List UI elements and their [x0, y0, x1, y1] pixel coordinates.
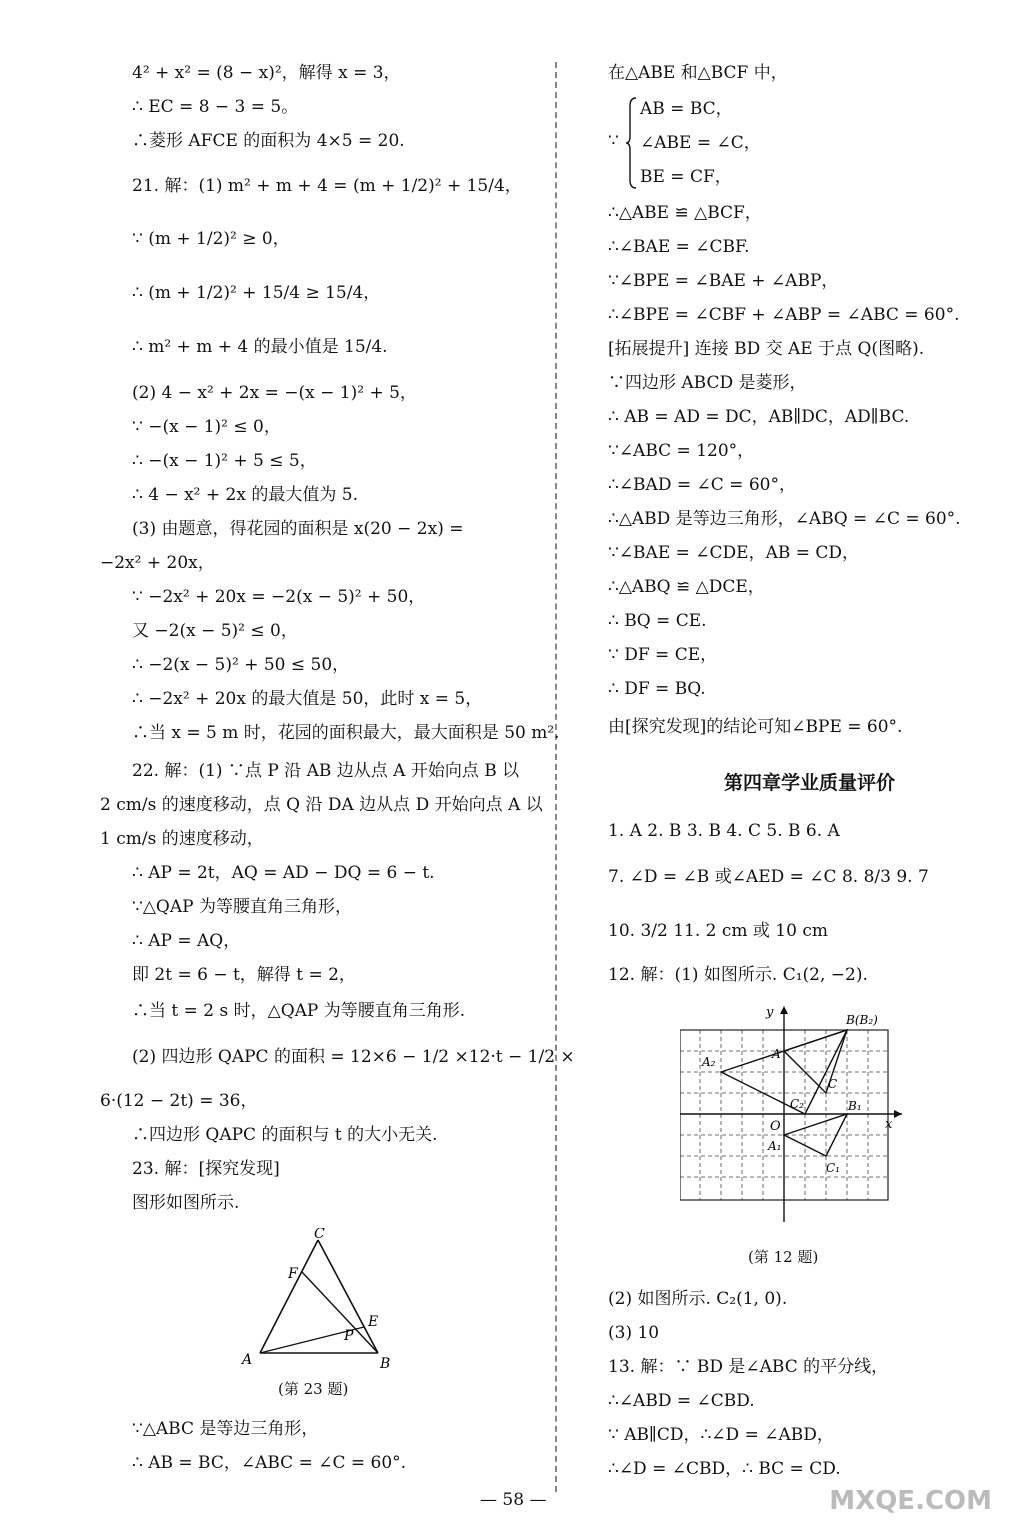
text-line: ∵ −2x² + 20x = −2(x − 5)² + 50， [132, 587, 426, 607]
text-line: BE = CF， [640, 167, 732, 187]
text-line: (2) 四边形 QAPC 的面积 = 12×6 − 1/2 ×12·t − 1/2 × [132, 1047, 575, 1067]
text-line: ∴ DF = BQ. [608, 679, 706, 699]
text-line: ∴ m² + m + 4 的最小值是 15/4. [132, 337, 388, 357]
answer-line: 12. 解：(1) 如图所示. C₁(2, −2). [608, 965, 868, 985]
label-C2: C₂ [790, 1097, 804, 1111]
label-A: A [772, 1047, 781, 1061]
text-line: −2x² + 20x， [100, 553, 215, 573]
text-line: ∴ −2x² + 20x 的最大值是 50，此时 x = 5， [132, 689, 483, 709]
text-line: 2 cm/s 的速度移动，点 Q 沿 DA 边从点 D 开始向点 A 以 [100, 795, 543, 815]
x-axis-arrow [894, 1110, 902, 1118]
text-line: ∴ (m + 1/2)² + 15/4 ≥ 15/4， [132, 283, 381, 303]
text-line: ∴∠BAE = ∠CBF. [608, 237, 750, 257]
answer-line: 10. 3/2 11. 2 cm 或 10 cm [608, 921, 828, 941]
text-line: ∠ABE = ∠C， [640, 133, 761, 153]
text-line: 在△ABE 和△BCF 中， [608, 63, 788, 83]
text-line: 23. 解：[探究发现] [132, 1159, 280, 1179]
because-symbol: ∵ [608, 131, 619, 151]
label-C: C [828, 1077, 838, 1091]
label-A1: A₁ [768, 1139, 782, 1153]
text-line: ∴△ABD 是等边三角形，∠ABQ = ∠C = 60°. [608, 509, 961, 529]
page-number: — 58 — [480, 1490, 547, 1510]
label-x: x [885, 1117, 893, 1132]
text-line: 由[探究发现]的结论可知∠BPE = 60°. [608, 717, 903, 737]
text-line: ∴∠BAD = ∠C = 60°， [608, 475, 796, 495]
text-line: ∵ −(x − 1)² ≤ 0， [132, 417, 281, 437]
text-line: ∴ AB = AD = DC，AB∥DC，AD∥BC. [608, 407, 910, 427]
line-AC [260, 1240, 318, 1353]
text-line: 6·(12 − 2t) = 36， [100, 1091, 258, 1111]
text-line: ∴△ABQ ≌ △DCE， [608, 577, 765, 597]
text-line: 又 −2(x − 5)² ≤ 0， [132, 621, 298, 641]
answer-line: 7. ∠D = ∠B 或∠AED = ∠C 8. 8/3 9. 7 [608, 867, 929, 887]
text-line: ∵ AB∥CD，∴∠D = ∠ABD， [608, 1425, 834, 1445]
label-F: F [288, 1266, 298, 1282]
text-line: (2) 如图所示. C₂(1, 0). [608, 1289, 788, 1309]
text-line: ∴ EC = 8 − 3 = 5。 [132, 97, 299, 117]
text-line: ∵△ABC 是等边三角形， [132, 1419, 319, 1439]
line-BF [302, 1272, 378, 1353]
text-line: ∴∠BPE = ∠CBF + ∠ABP = ∠ABC = 60°. [608, 305, 960, 325]
text-line: ∴当 x = 5 m 时，花园的面积最大，最大面积是 50 m². [132, 723, 560, 743]
text-line: (2) 4 − x² + 2x = −(x − 1)² + 5， [132, 383, 417, 403]
text-line: ∴∠ABD = ∠CBD. [608, 1391, 755, 1411]
text-line: ∴ BQ = CE. [608, 611, 707, 631]
label-B1: B₁ [848, 1099, 862, 1113]
text-line: ∵△QAP 为等腰直角三角形， [132, 897, 352, 917]
y-axis-arrow [780, 1006, 788, 1014]
label-B-B2: B(B₂) [846, 1013, 878, 1027]
text-line: ∴四边形 QAPC 的面积与 t 的大小无关. [132, 1125, 438, 1145]
column-divider [555, 62, 557, 1492]
text-line: ∴ −(x − 1)² + 5 ≤ 5， [132, 451, 317, 471]
text-line: ∵∠ABC = 120°， [608, 441, 755, 461]
text-line: ∴ AP = AQ， [132, 931, 241, 951]
triangle-ABC [784, 1030, 847, 1093]
text-line: ∵∠BAE = ∠CDE，AB = CD， [608, 543, 860, 563]
text-line: ∵ DF = CE， [608, 645, 718, 665]
brace-icon [626, 96, 638, 190]
label-C: C [314, 1228, 325, 1242]
label-E: E [368, 1314, 379, 1330]
watermark-logo: MXQE.COM [829, 1486, 992, 1516]
figure-23 [230, 1228, 400, 1378]
figure-12-caption: (第 12 题) [748, 1248, 819, 1266]
label-C1: C₁ [826, 1161, 840, 1175]
text-line: 21. 解：(1) m² + m + 4 = (m + 1/2)² + 15/4， [132, 176, 522, 196]
text-line: 图形如图所示. [132, 1193, 240, 1213]
text-line: 13. 解：∵ BD 是∠ABC 的平分线， [608, 1357, 889, 1377]
text-line: 22. 解：(1) ∵点 P 沿 AB 边从点 A 开始向点 B 以 [132, 761, 520, 781]
text-line: ∴∠D = ∠CBD，∴ BC = CD. [608, 1459, 841, 1479]
label-P: P [344, 1328, 354, 1344]
label-A: A [242, 1352, 253, 1368]
text-line: ∵四边形 ABCD 是菱形， [608, 373, 807, 393]
answer-line: 1. A 2. B 3. B 4. C 5. B 6. A [608, 821, 840, 841]
text-line: 即 2t = 6 − t，解得 t = 2， [132, 965, 356, 985]
figure-23-caption: (第 23 题) [278, 1380, 349, 1398]
label-O: O [770, 1119, 781, 1134]
text-line: 1 cm/s 的速度移动， [100, 829, 264, 849]
text-line: ∴ 4 − x² + 2x 的最大值为 5. [132, 485, 358, 505]
text-line: ∴△ABE ≌ △BCF， [608, 203, 762, 223]
figure-12 [680, 1000, 910, 1222]
text-line: (3) 10 [608, 1323, 660, 1343]
text-line: [拓展提升] 连接 BD 交 AE 于点 Q(图略). [608, 339, 925, 359]
label-A2: A₂ [702, 1055, 716, 1069]
label-B: B [380, 1356, 391, 1372]
text-line: ∵∠BPE = ∠BAE + ∠ABP， [608, 271, 839, 291]
text-line: ∴ AP = 2t，AQ = AD − DQ = 6 − t. [132, 863, 435, 883]
text-line: 4² + x² = (8 − x)²，解得 x = 3， [132, 63, 401, 83]
section-title: 第四章学业质量评价 [724, 772, 896, 794]
text-line: ∴ −2(x − 5)² + 50 ≤ 50， [132, 655, 350, 675]
text-line: AB = BC， [640, 99, 733, 119]
text-line: (3) 由题意，得花园的面积是 x(20 − 2x) = [132, 519, 464, 539]
text-line: ∵ (m + 1/2)² ≥ 0， [132, 229, 290, 249]
label-y: y [766, 1005, 774, 1020]
text-line: ∴当 t = 2 s 时，△QAP 为等腰直角三角形. [132, 1001, 466, 1021]
text-line: ∴菱形 AFCE 的面积为 4×5 = 20. [132, 131, 405, 151]
text-line: ∴ AB = BC，∠ABC = ∠C = 60°. [132, 1453, 407, 1473]
